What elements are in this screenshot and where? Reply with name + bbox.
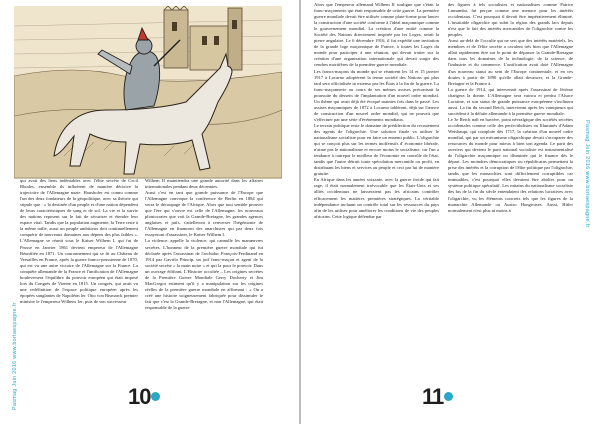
page-number-dot-icon [151, 392, 160, 401]
paragraph: Le 3e Reich naît en bavière, point névralgique des sociétés secrètes occidentales comme celle des perfectibilistes ou Illuminés d'Adam Weishaupt, qui complote dès 1717, la création d'un nouvel ordre mondial, qui par un mécanisme oligarchique devait s'accaparer des ressources du monde pour mieux à bien son agenda. Le parti des ouvriers qui devient le parti national socialiste est instrumentalisé de l'oligarchie maçonnique ou illuminée qui le finance dès le départ. Les moindres démocratiques ou républicains permettent la prise des intérêts et la corruption de l'élite politique par l'oligarchie, tandis que les monarchies sont difficilement corruptibles car immuables, c'est pourquoi elles devaient être abolies pour un système politique spéculatif. Les mitains du nationalisme socialiste des bis de la fin du siècle entendaient des relations lucratives avec l'oligarchie, vu les éléments concrets tels que les figures de la monarchie Allemande ou Austro Hongroises. Aussi, Hitler normalement n'est plus ni moins à [448, 116, 573, 213]
horseman-illustration [14, 6, 282, 179]
page-number-dot-icon [444, 392, 453, 401]
side-label-text: Pasmag Juin 2016 www.bortaespagne.fr [584, 120, 590, 228]
page-number-text: 10 [128, 384, 151, 409]
illustration-artwork [14, 6, 282, 178]
paragraph: La guerre de 1914, qui intervenait après l'assassinat de Jérôme changera la donne. L'Allemagne sera vaincu et perdra l'Alsace Lorraine, et son statut de grande puissance européenne s'inclinera aussi. La fin du second Reich, interviennt après les vainqueurs qui succèdent à la défaite allemande à la première guerre mondiale. [448, 86, 573, 116]
right-margin-label [584, 120, 598, 410]
paragraph: des figures à tels socialistes et nationalistes comme Patrice Lumumba, fut perçue comme une menace pour les intérêts occidentaux. C'est pourquoi il devait être impérativement éliminé. L'insatiable oligarchie qui subit la région des grands lacs depuis n'est que le fait des intérêts mercantiles de l'oligarchie contre les peuples. [448, 2, 573, 38]
paragraph: Aussi c'est en tant que grande puissance de l'Europe que l'Allemagne convoque la conférence de Berlin en 1884 qui verra le découpage de l'Afrique. Alors que tout semble prouver que l'ère qui s'ouvre est celle de l'Allemagne, les nouveaux ploutocrates que voit la Grande-Bretagne, les grandes agences anglaises et juifs, s'attelleront à renverser l'hégémonie de l'Allemagne en financent des anarchistes qui par deux fois essayeront d'assassiner, le Kaiser Wilhem I. [145, 190, 263, 238]
paragraph: qui avait des liens indéniables avec l'élite secrète de Cecil Rhodes, ensemble ils influèrent de manière décisive la trajectoire de l'Allemagne nazie. Haushofer est connu comme l'un des deux fondateurs de la géopolitique, avec sa théorie qui stipule que : « la destinée d'un peuple et d'une nation dépendent de leurs caractéristiques de sang et de sol. La vie et la survie des nations reposent sur le fait de sécuriser et étendre leur espace vital. Tandis que la population augmente, la Terre reste à la même taille, aussi un peuple ambitieux doit continuellement conquérir de nouveaux domaines aux dépens des plus faibles ». L'Allemagne se réunit sous le Kaiser Wilhem I, qui fut de Prusse en Janvier 1861 devient empereur de l'Allemagne Réunifiée en 1871. Un couronnement qui se fit au Château de Versailles en France, après la guerre franco-prussienne de 1870, qui est vu une autre victoire de l'Allemagne sur la France. La conquête allemande de la France et l'unification de l'Allemagne bouleversera l'équilibre du pouvoir européen qui était imposé lors du Congrès de Vienne en 1815. Un congrès, qui avait vu une redéfinition de l'espace politique européen après les épopées sanglantes de Napoléon ler. Otto von Bismarck premier ministre le l'empereur Wilhem 1er, puis de son successeur [20, 178, 138, 304]
left-page [0, 0, 299, 424]
side-label-text: Pasmag Juin 2016 www.bortaespagne.fr [12, 302, 18, 410]
paragraph: La violence, appelle la violence, qui cannulle les manœuvres secrètes. L'honneur de la première guerre mondiale qui fut déclarée après l'assassinat de l'archiduc François-Ferdinand en 1914 par Gavrilo Princip, un juif franc-maçon et agent de la société secrète « la main noire » et qui la pour le pouvoir. Dans un ouvrage édifiant, L'Histoire occultée – Les origines secrètes de la Première Guerre Mondiale Gerry Docherty et Jim MacGregor estiment qu'il y a manipulation sur les origines réelles de la première guerre mondiale en affirmant : « On a créé une histoire soigneusement fabriquée pour dissimuler le fait que c'est la Grande-Bretagne, et non l'Allemagne, qui était responsable de la guerre [145, 238, 263, 310]
paragraph: Wilhem II maintiendra une grande autorité dans les affaires internationales pendant deux décennies. [145, 178, 263, 190]
page-number-text: 11 [422, 384, 444, 409]
left-page-column-1 [20, 178, 138, 374]
left-margin-label [4, 120, 18, 410]
paragraph: Aussi au-delà de l'occulte qui ne sert que des intérêts matériels, les membres et de l'élite secrète a cavalent très bien que l'Allemagne allait rapidement être sur le point de dépasser la Grande-Bretagne dans tous les domaines de la technologie, de la science, de l'industrie et du commerce. L'unification avait doté l'Allemagne d'un nouveau statut au sein de l'Europe continentale, et en ces doutes à partir de 1890 qu'elle allait devancer, et la Grande-Bretagne et la France à. [448, 38, 573, 86]
left-page-column-2 [145, 178, 263, 374]
right-page-number [422, 384, 453, 410]
right-page [301, 0, 600, 424]
paragraph: Les francs-maçons du monde qui se réunirent les 14 et 15 janvier 1917 à Locarno adoptèrent la terme société des Nations qui plus tard sera officialisée in extenso par les États à la fin de la guerre. La franc-maçonnerie au cours de ses mémes assises préconisait la poursuite du dessein de l'implantation d'un nouvel ordre mondial. Un thème qui avait déjà été évoqué maintes fois dans le passé. Les assises maçonniques de 1872 à Locarno tablèrent, déjà sur l'œuvre de construction d'un nouvel ordre mondial, qui ne pouvait que s'effectuer par une série d'événements mondiaux. [314, 68, 439, 122]
right-page-column-2 [448, 2, 573, 378]
paragraph: Le terrain politique reste le domaine de prédilection du recrutement des agents de l'oligarchie. Une solution finale va utiliser le nationalisme socialiste pour en faire un ennemi public. L'oligarchie qui se conçoit plus sur les termes inoffensifs d' économie libérale, n'aime pas le nationalisme et encore moins le socialisme, car l'un a tendance à outrepar le meilleur de l'économie en contrôle de l'état, tandis que l'autre détruit toute spéculation mercantile ou profit, en distribuant les biens et services au peuple et ceci par lui de manière gratuite. [314, 122, 439, 177]
paragraph: Alors que l'empereur allemand Wilhem II souligne que c'était la franc-maçonnerie qui était responsable de cette guerre. La première guerre mondiale devait être utilisée comme plate-forme pour lancer la construction d'une société conforme à l'idéal maçonnique comme le gouvernement mondial. La création d'une entité comme la Société des Nations directement inspirée par les Loges, serait la pierre angulaire. Le 6 décembre 1916, il fut expédié une invitation de la grande loge maçonnique de France, à toutes les Loges du monde pour participer à une réunion, qui devait traiter sur la création d'une organisation internationale qui devait surgir des cendres mortifères de la première guerre mondiale. [314, 2, 439, 68]
right-page-column-1 [314, 2, 439, 378]
left-page-number [128, 384, 160, 410]
paragraph: En Afrique dans les années soixante, avec la guerre froide qui fait rage, il était normalement irrévocable que les États-Unis et ses alliés occidentaux ne laisseraient pas les africains contrôler efficacement les matières premières stratégiques. La véritable indépendance incluant un contrôle total sur les ressources du pays afin de les utiliser pour améliorer les conditions de vie des peuples africains. Cette logique défendue par [314, 177, 439, 219]
